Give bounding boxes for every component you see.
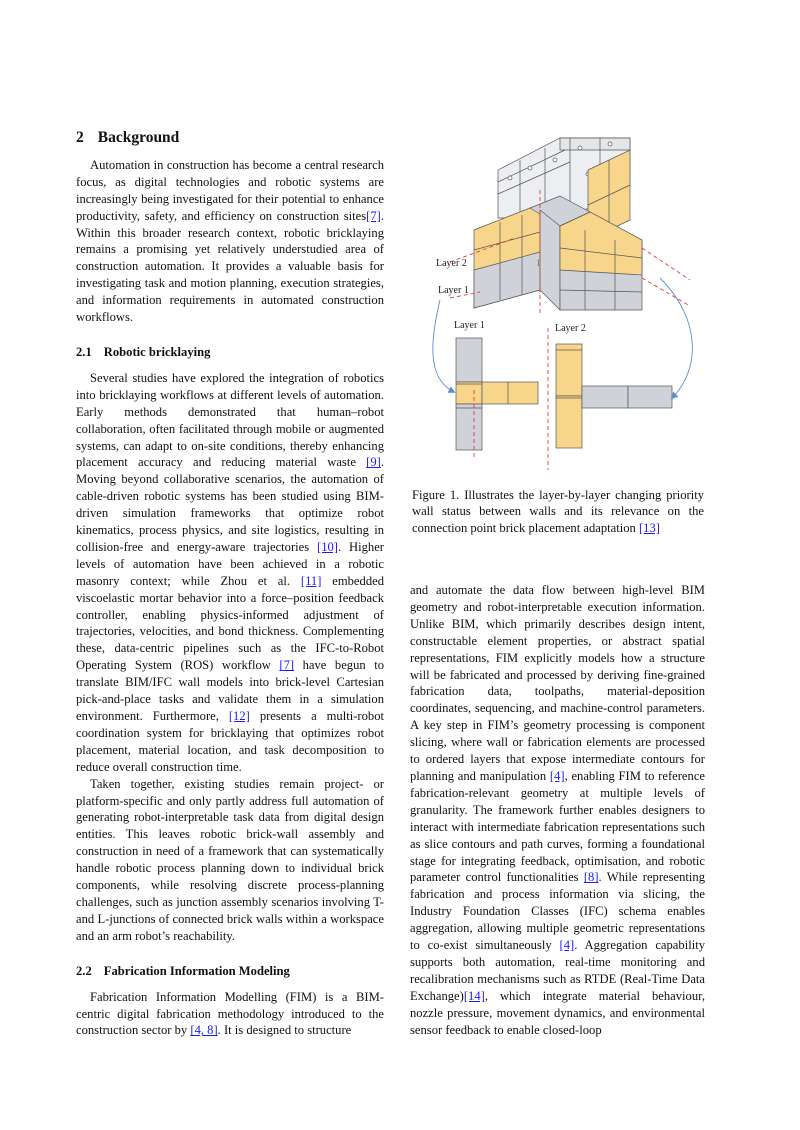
- layer1-plan-label: Layer 1: [454, 320, 485, 331]
- section-title: Background: [97, 129, 180, 146]
- subsection-title: Fabrication Information Modeling: [103, 963, 290, 978]
- right-column: [410, 582, 705, 1038]
- subsection-number: 2.1: [76, 344, 92, 359]
- citation-link[interactable]: [10]: [317, 539, 338, 554]
- paragraph: [76, 776, 384, 945]
- citation-link[interactable]: [7]: [366, 208, 381, 223]
- figure-illustration: [410, 130, 705, 475]
- fim-body: [76, 989, 384, 1040]
- fim-body-continued: [410, 582, 705, 1038]
- body-text: . Moving beyond collaborative scenarios, the automation of cable-driven robotic systems has been studied using BIM-driven simulation frameworks that optimize robot kinematics, process physics, and site logistics, resulting in collision-free and energy-aware trajectories: [76, 455, 384, 554]
- layer1-top-label: Layer 1: [438, 285, 469, 296]
- citation-link[interactable]: [9]: [366, 455, 381, 470]
- body-text: , enabling FIM to reference fabrication-relevant geometry at multiple levels of granularity. The framework further enables designers to interact with intermediate fabrication representations such as slice contours and path curves, forming a foundational stage for integrating feedback, optimisation, and robotic parameter control functionalities: [410, 768, 705, 885]
- body-text: embedded viscoelastic mortar behavior into a force–position feedback controller, enabling physics-informed adjustment of trajectories, velocities, and bond thickness. Complementing these, data-centric pipelines such as the IFC-to-Robot Operating System (ROS) workflow: [76, 573, 385, 673]
- paragraph: [76, 370, 384, 776]
- body-text: . Higher levels of automation have been achieved in a robotic masonry context; while Zhou et al.: [76, 539, 384, 588]
- body-text: presents a multi-robot coordination system for bricklaying that optimizes robot placement, material location, and task decomposition to reduce overall construction time.: [76, 709, 384, 774]
- body-text: Automation in construction has become a central research focus, as digital technologies and robotic systems are increasingly being investigated for their potential to enhance productivity, safety, and efficiency on construction sites: [76, 157, 384, 223]
- citation-link[interactable]: [13]: [638, 520, 660, 535]
- marker-label: 1: [536, 258, 541, 268]
- body-text: Figure 1. Illustrates the layer-by-layer changing priority wall status between walls and its relevance on the connection point brick placement adaptation: [412, 488, 704, 535]
- citation-link[interactable]: [11]: [300, 573, 322, 588]
- left-column: [76, 130, 384, 1039]
- body-text: Taken together, existing studies remain project- or platform-specific and only partly address full automation of generating robot-interpretable task data from digital design entities. This leaves robotic brick-wall assembly and construction in need of a framework that can systematically handle robotic process planning down to individual brick components, while resolving discrete process-planning challenges, such as junction assembly scenarios involving T- and L-junctions of connected brick walls within a workspace and an arm robot’s reachability.: [76, 776, 384, 943]
- paragraph: [410, 582, 705, 1038]
- subsection-title: Robotic bricklaying: [103, 344, 211, 359]
- section-heading: [76, 130, 384, 147]
- body-text: have begun to translate BIM/IFC wall models into brick-level Cartesian pick-and-place tasks and validate them in a simulation environment. Furthermore,: [76, 658, 384, 723]
- citation-link[interactable]: [4]: [559, 938, 575, 953]
- citation-link[interactable]: [14]: [463, 988, 485, 1003]
- paragraph: [76, 989, 384, 1040]
- layer2-top-label: Layer 2: [436, 258, 467, 269]
- body-text: . Aggregation capability supports both automation, real-time monitoring and recalibration mechanisms such as RTDE (Real-Time Data Exchange): [410, 938, 705, 1003]
- body-text: , which integrate material behaviour, nozzle pressure, movement dynamics, and environmental sensor feedback to enable closed-loop: [410, 988, 705, 1037]
- citation-link[interactable]: [12]: [228, 709, 250, 723]
- subsection-heading-robotic-bricklaying: [76, 344, 384, 361]
- layer2-plan: [556, 344, 672, 448]
- citation-link[interactable]: [4, 8]: [190, 1023, 218, 1038]
- subsection-heading-fim: [76, 963, 384, 980]
- paragraph: [76, 157, 384, 326]
- citation-link[interactable]: [8]: [583, 870, 599, 885]
- body-text: . While representing fabrication and process information via slicing, the Industry Foundation Classes (IFC) schema enables aggregation, allowing multiple geometric representations to co-exist simultaneously: [410, 870, 705, 953]
- intro-body: [76, 157, 384, 326]
- section-number: 2: [76, 129, 84, 146]
- figure-caption: [412, 487, 704, 536]
- figure-1: [410, 130, 705, 480]
- layer1-plan: [456, 338, 538, 450]
- body-text: and automate the data flow between high-level BIM geometry and robot-interpretable execution information. Unlike BIM, which primarily describes design intent, constructable element properties, or abstract spatial representations, FIM explicitly models how a structure will be fabricated and processed by deriving fine-grained fabrication data, toolpaths, material-deposition coordinates, sequencing, and machine-control parameters. A key step in FIM’s geometry processing is component slicing, where wall or fabrication elements are processed to ordered layers that expose intermediate contours for planning and manipulation: [410, 583, 705, 783]
- body-text: Several studies have explored the integration of robotics into bricklaying workflows at different levels of automation. Early methods demonstrated that human–robot collaboration, often facilitated through mobile or augmented systems, can adapt to on-site conditions, thereby enhancing placement accuracy and reducing material waste: [76, 370, 384, 470]
- layer2-plan-label: Layer 2: [555, 323, 586, 334]
- wall-right-front: [560, 212, 642, 310]
- body-text: Fabrication Information Modelling (FIM) is a BIM-centric digital fabrication methodology introduced to the construction sector by: [76, 989, 384, 1038]
- citation-link[interactable]: [7]: [279, 658, 295, 673]
- subsection-number: 2.2: [76, 963, 92, 978]
- body-text: . It is designed to structure: [217, 1023, 352, 1038]
- citation-link[interactable]: [4]: [549, 768, 565, 783]
- body-text: . Within this broader research context, robotic bricklaying remains a promising yet relatively understudied area of construction automation. It provides a valuable basis for investigating task and motion planning, execution strategies, and information requirements in automated construction workflows.: [76, 208, 384, 325]
- robotic-bricklaying-body: [76, 370, 384, 945]
- wall-left-front: [474, 208, 540, 308]
